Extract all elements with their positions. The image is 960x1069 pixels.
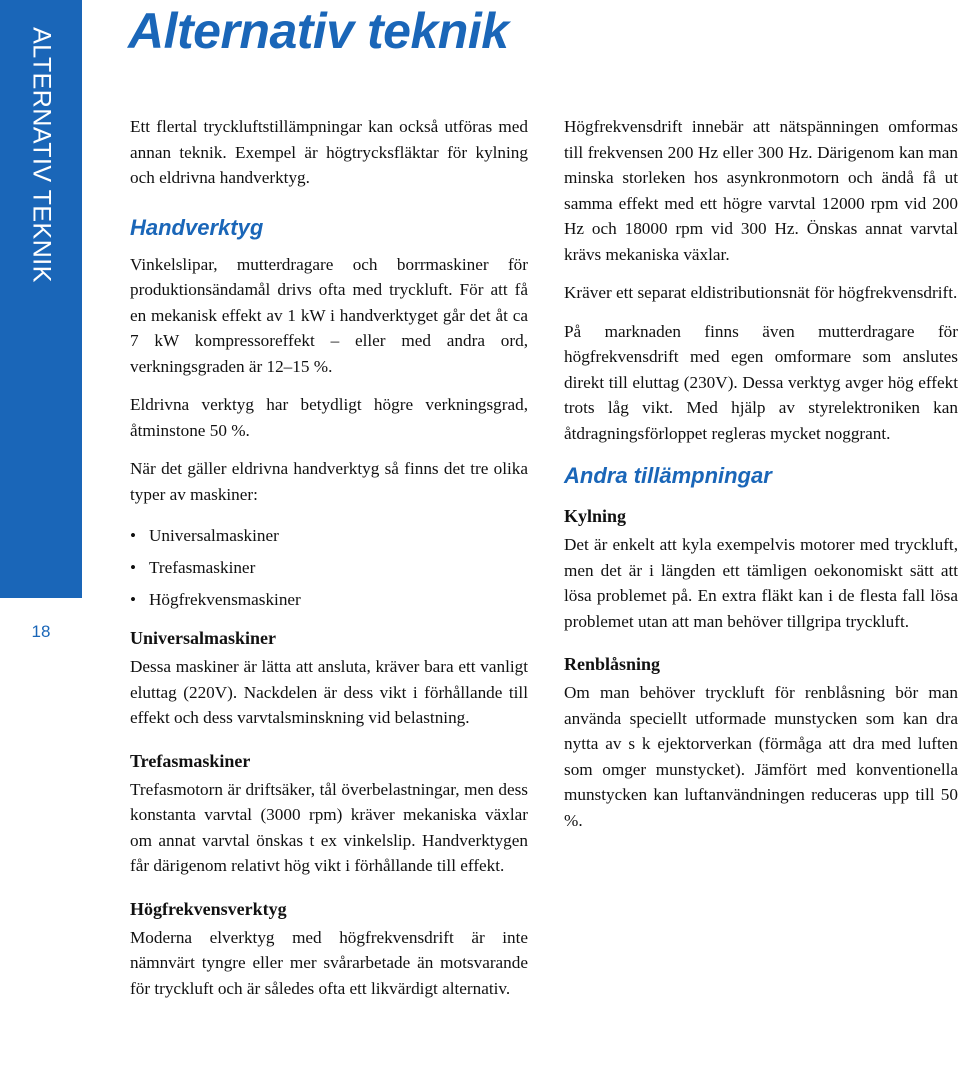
handverktyg-paragraph-1: Vinkelslipar, mutterdragare och borrmaskiner för produktionsändamål drivs ofta med tryckluft. För att få en mekanisk effekt av 1 kW i handverktyget går det åt ca 7 kW kompressoreffekt – eller med andra ord, verkningsgraden är 12–15 %. xyxy=(130,254,528,376)
right-column xyxy=(564,114,958,846)
mutterdragare-paragraph: På marknaden finns även mutterdragare för högfrekvensdrift med egen omformare som anslutes direkt till eluttag (230V). Dessa verktyg avger hög effekt trots låg vikt. Med hjälp av styrelektroniken kan åtdragningsförloppet regleras mycket noggrant. xyxy=(564,321,958,443)
section-title-vertical: ALTERNATIV TEKNIK xyxy=(27,27,56,283)
heading-trefasmaskiner: Trefasmaskiner xyxy=(130,750,251,771)
list-item-label: Trefasmaskiner xyxy=(149,558,256,577)
kylning-paragraph: Det är enkelt att kyla exempelvis motorer med tryckluft, men det är i längden ett tämligen oekonomiskt sätt att lösa problemet på. En extra fläkt kan i de flesta fall lösa problemet utan att man behöver tillgripa tryckluft. xyxy=(564,535,958,631)
hogfrekvensdrift-paragraph: Högfrekvensdrift innebär att nätspänningen omformas till frekvensen 200 Hz eller 300 Hz. Därigenom kan man minska storleken hos asynkronmotorn och ändå få ut samma effekt med ett högre varvtal 12000 rpm vid 200 Hz och 18000 rpm vid 300 Hz. Önskas annat varvtal krävs mekaniska växlar. xyxy=(564,117,958,264)
handverktyg-paragraph-3: När det gäller eldrivna handverktyg så finns det tre olika typer av maskiner: xyxy=(130,459,528,504)
heading-kylning: Kylning xyxy=(564,506,627,526)
heading-handverktyg: Handverktyg xyxy=(130,214,264,240)
renblasning-paragraph: Om man behöver tryckluft för renblåsning bör man använda speciellt utformade munstycken som kan dra nytta av s k ejektorverkan (förmåga att dra med luften som omger munstycket). Jämfört med konventionella munstycken kan luftanvändningen reduceras upp till 50 %. xyxy=(564,683,958,830)
sidebar-band xyxy=(0,0,82,598)
hogfrekvensverktyg-paragraph: Moderna elverktyg med högfrekvensdrift är inte nämnvärt tyngre eller mer svårarbetade än motsvarande för tryckluft och är således ofta ett likvärdigt alternativ. xyxy=(130,927,528,998)
bullet-icon: • xyxy=(130,558,137,577)
handverktyg-paragraph-2: Eldrivna verktyg har betydligt högre verkningsgrad, åtminstone 50 %. xyxy=(130,395,528,440)
heading-andra-tillampningar: Andra tillämpningar xyxy=(564,463,772,488)
left-column xyxy=(130,114,528,1014)
list-item-label: Högfrekvensmaskiner xyxy=(149,590,301,609)
intro-paragraph: Ett flertal tryckluftstillämpningar kan också utföras med annan teknik. Exempel är högtrycksfläktar för kylning och eldrivna handverktyg. xyxy=(130,117,528,187)
trefasmaskiner-paragraph: Trefasmotorn är driftsäker, tål överbelastningar, men dess konstanta varvtal (3000 rpm) kräver mekaniska växlar om annat varvtal önskas t ex vinkelslip. Handverktygen får därigenom relativt hög vikt i förhållande till effekt. xyxy=(130,779,528,875)
machine-types-list xyxy=(130,520,528,616)
page-number: 18 xyxy=(31,622,51,641)
list-item xyxy=(130,552,528,584)
heading-universalmaskiner: Universalmaskiner xyxy=(130,628,276,648)
list-item-label: Universalmaskiner xyxy=(149,526,279,545)
universalmaskiner-paragraph: Dessa maskiner är lätta att ansluta, kräver bara ett vanligt eluttag (220V). Nackdelen är dess vikt i förhållande till effekt och dess varvtalsminskning vid belastning. xyxy=(130,657,528,727)
bullet-icon: • xyxy=(130,590,137,609)
sidebar xyxy=(0,0,82,1069)
heading-hogfrekvensverktyg: Högfrekvensverktyg xyxy=(130,898,287,919)
page-title: Alternativ teknik xyxy=(128,3,509,59)
eldistribution-paragraph: Kräver ett separat eldistributionsnät för högfrekvensdrift. xyxy=(564,283,958,302)
heading-renblasning: Renblåsning xyxy=(564,654,661,674)
bullet-icon: • xyxy=(130,526,137,545)
list-item xyxy=(130,584,528,616)
list-item xyxy=(130,520,528,552)
